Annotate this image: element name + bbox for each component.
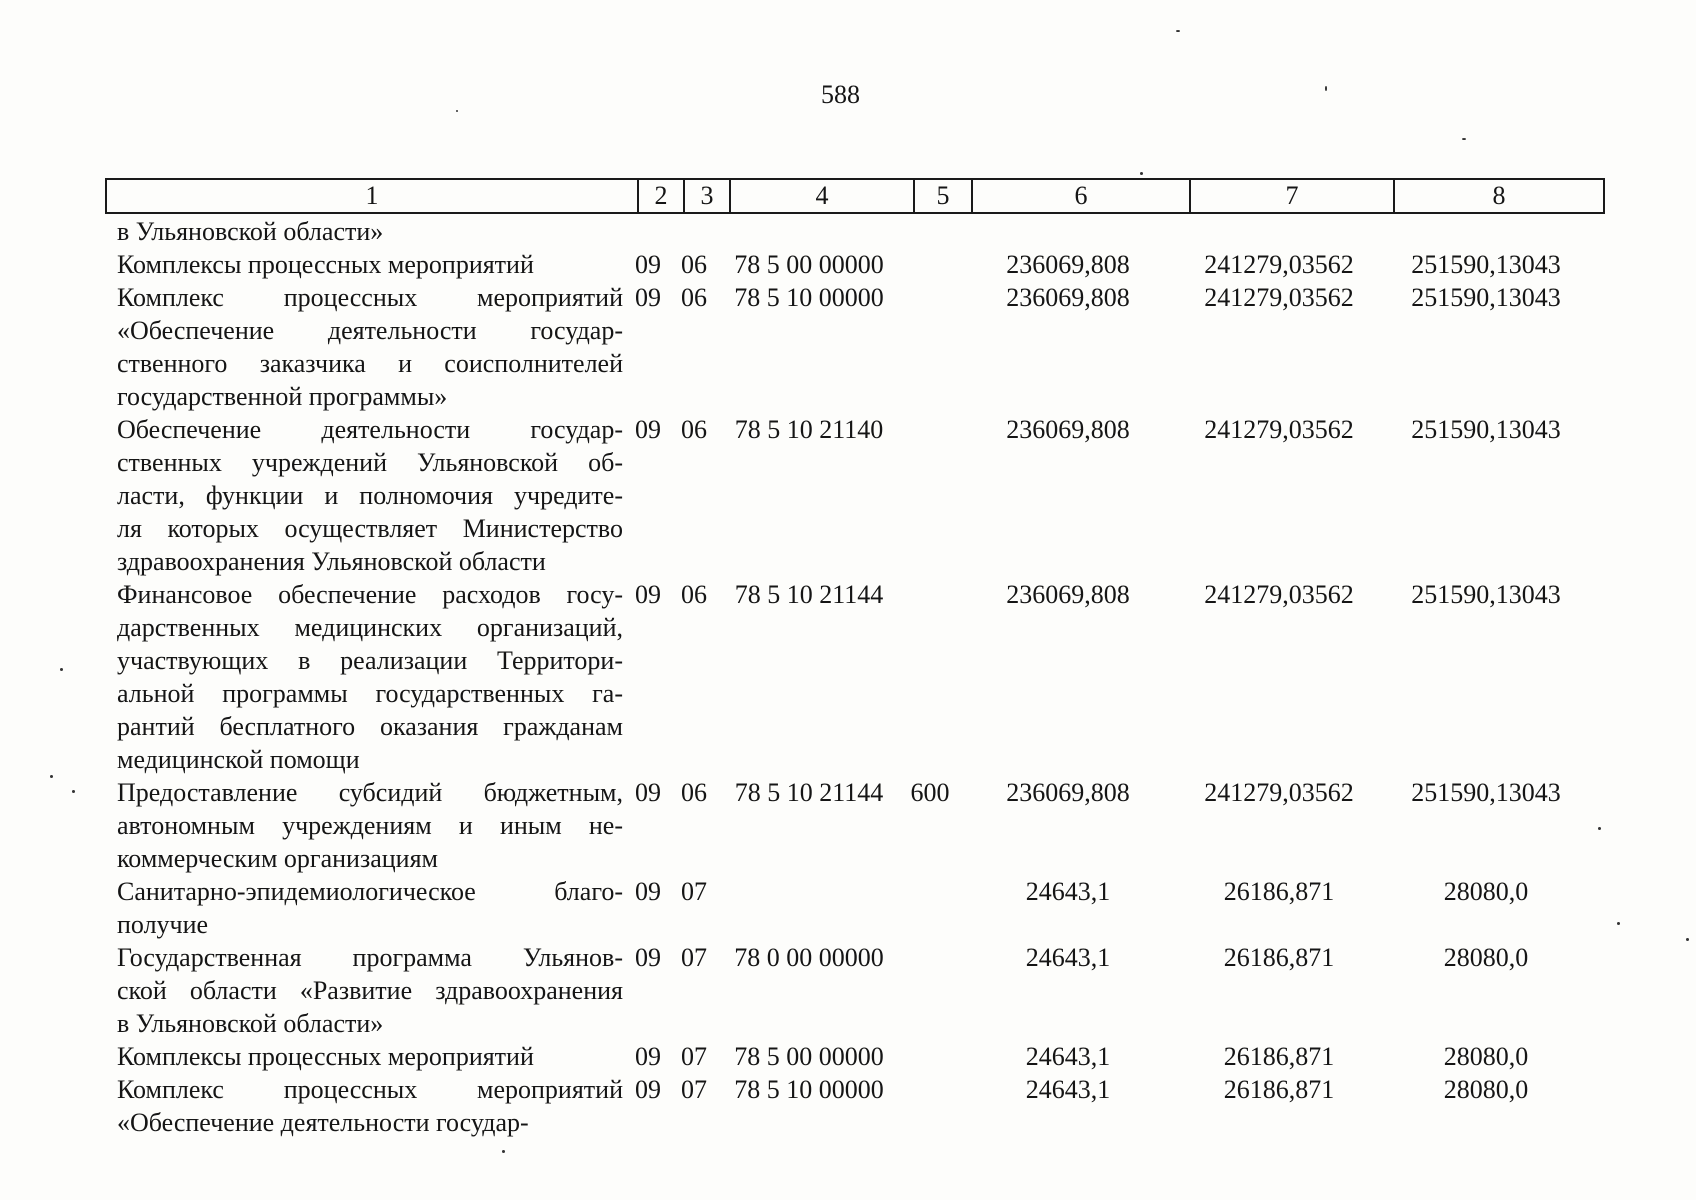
table-header: [105, 178, 1605, 214]
scan-speck: [60, 668, 63, 671]
row-name: [105, 281, 625, 413]
row-name-line: Комплексы процессных мероприятий: [117, 1042, 534, 1071]
row-amount-year-3: 28080,0: [1443, 877, 1529, 906]
row-name-line: Финансовое обеспечение расходов госу-: [117, 580, 623, 609]
row-amount-year-1: 24643,1: [1025, 1042, 1111, 1071]
row-amount-year-3: 251590,13043: [1411, 283, 1561, 312]
row-name: [105, 776, 625, 875]
row-amount-year-3: 251590,13043: [1411, 415, 1561, 444]
row-target-code: 78 0 00 00000: [734, 943, 884, 972]
row-target-code: 78 5 10 00000: [734, 283, 884, 312]
row-amount-year-3: 28080,0: [1443, 1042, 1529, 1071]
scan-speck: [1176, 30, 1180, 32]
row-section: 09: [635, 283, 661, 312]
scan-speck: [502, 1150, 505, 1153]
row-name-line: получие: [117, 910, 209, 939]
row-amount-year-2: 241279,03562: [1204, 283, 1354, 312]
row-name-line: ласти, функции и полномочия учредите-: [117, 481, 623, 510]
row-name-line: Санитарно-эпидемиологическое благо-: [117, 877, 623, 906]
row-section: 09: [635, 778, 661, 807]
row-name-line: Обеспечение деятельности государ-: [117, 415, 623, 444]
row-amount-year-1: 236069,808: [1006, 778, 1130, 807]
table-body: [105, 215, 1605, 1139]
table-row: [105, 1040, 1605, 1073]
row-subsection: 07: [681, 943, 707, 972]
row-name-line: «Обеспечение деятельности государ-: [117, 1108, 529, 1137]
row-section: 09: [635, 1042, 661, 1071]
row-amount-year-2: 241279,03562: [1204, 580, 1354, 609]
row-expense-type: [901, 941, 959, 1040]
row-name-line: Предоставление субсидий бюджетным,: [117, 778, 623, 807]
row-target-code: [717, 875, 901, 941]
row-name: [105, 875, 625, 941]
row-name: [105, 215, 625, 248]
row-subsection: 06: [681, 283, 707, 312]
row-amount-year-1: 236069,808: [1006, 250, 1130, 279]
row-expense-type: [901, 281, 959, 413]
scan-speck: [50, 775, 53, 778]
row-subsection: 07: [681, 1042, 707, 1071]
row-amount-year-1: 24643,1: [1025, 877, 1111, 906]
header-col-1: 1: [106, 179, 638, 213]
scan-speck: [1598, 827, 1601, 830]
row-amount-year-3: 251590,13043: [1411, 778, 1561, 807]
row-name-line: Комплекс процессных мероприятий: [117, 283, 623, 312]
row-name-line: альной программы государственных га-: [117, 679, 623, 708]
header-col-2: 2: [638, 179, 684, 213]
row-name-line: ля которых осуществляет Министерство: [117, 514, 623, 543]
row-name-line: автономным учреждениям и иным не-: [117, 811, 623, 840]
scan-speck: [456, 110, 458, 112]
row-name-line: ской области «Развитие здравоохранения: [117, 976, 623, 1005]
row-amount-year-1: 24643,1: [1025, 943, 1111, 972]
row-amount-year-1: 236069,808: [1006, 283, 1130, 312]
row-section: 09: [635, 1075, 661, 1104]
scan-speck: [1686, 938, 1689, 941]
row-amount-year-2: 26186,871: [1223, 877, 1335, 906]
row-section: 09: [635, 877, 661, 906]
row-expense-type: [901, 413, 959, 578]
row-subsection: [671, 215, 717, 248]
row-name-line: коммерческим организациям: [117, 844, 439, 873]
row-expense-type: [901, 578, 959, 776]
row-name: [105, 1040, 625, 1073]
row-name-line: дарственных медицинских организаций,: [117, 613, 623, 642]
page-number: [0, 80, 1696, 110]
row-target-code: 78 5 10 21140: [734, 415, 884, 444]
header-col-5: 5: [914, 179, 972, 213]
row-subsection: 07: [681, 1075, 707, 1104]
row-expense-type: [901, 875, 959, 941]
header-col-6: 6: [972, 179, 1190, 213]
table-row: [105, 941, 1605, 1040]
row-name-line: рантий бесплатного оказания гражданам: [117, 712, 623, 741]
table-row: [105, 875, 1605, 941]
scan-speck: [1462, 138, 1466, 140]
row-name-line: медицинской помощи: [117, 745, 360, 774]
row-name-line: участвующих в реализации Территори-: [117, 646, 623, 675]
row-name: [105, 578, 625, 776]
table-row: [105, 413, 1605, 578]
table-row: [105, 248, 1605, 281]
row-amount-year-2: 241279,03562: [1204, 250, 1354, 279]
row-amount-year-3: 251590,13043: [1411, 580, 1561, 609]
row-subsection: 07: [681, 877, 707, 906]
row-expense-type: [901, 1040, 959, 1073]
header-row: [106, 179, 1604, 213]
row-amount-year-3: [1381, 215, 1591, 248]
row-amount-year-1: 236069,808: [1006, 580, 1130, 609]
row-target-code: 78 5 10 21144: [734, 778, 884, 807]
row-target-code: 78 5 00 00000: [734, 1042, 884, 1071]
row-name: [105, 941, 625, 1040]
row-subsection: 06: [681, 415, 707, 444]
row-amount-year-2: 26186,871: [1223, 1075, 1335, 1104]
row-amount-year-1: [959, 215, 1177, 248]
row-subsection: 06: [681, 580, 707, 609]
scan-speck: [72, 790, 75, 793]
row-amount-year-1: 236069,808: [1006, 415, 1130, 444]
table-row: [105, 1073, 1605, 1139]
row-expense-type: [901, 248, 959, 281]
row-expense-type: 600: [910, 778, 950, 807]
row-subsection: 06: [681, 250, 707, 279]
row-amount-year-3: 28080,0: [1443, 1075, 1529, 1104]
row-name-line: здравоохранения Ульяновской области: [117, 547, 546, 576]
row-subsection: 06: [681, 778, 707, 807]
row-amount-year-2: 26186,871: [1223, 943, 1335, 972]
row-amount-year-2: 241279,03562: [1204, 415, 1354, 444]
header-col-4: 4: [730, 179, 914, 213]
row-target-code: 78 5 10 21144: [734, 580, 884, 609]
row-amount-year-3: 28080,0: [1443, 943, 1529, 972]
row-name-line: «Обеспечение деятельности государ-: [117, 316, 623, 345]
table-row: [105, 281, 1605, 413]
header-col-7: 7: [1190, 179, 1394, 213]
row-amount-year-2: [1177, 215, 1381, 248]
row-name-line: в Ульяновской области»: [117, 1009, 384, 1038]
row-name-line: ственного заказчика и соисполнителей: [117, 349, 623, 378]
row-name-line: в Ульяновской области»: [117, 217, 384, 246]
scan-speck: [1140, 172, 1143, 175]
row-name: [105, 1073, 625, 1139]
header-col-3: 3: [684, 179, 730, 213]
row-target-code: [717, 215, 901, 248]
row-expense-type: [901, 215, 959, 248]
row-name-line: Комплексы процессных мероприятий: [117, 250, 534, 279]
row-name-line: ственных учреждений Ульяновской об-: [117, 448, 623, 477]
page-number-text: 588: [821, 80, 860, 109]
row-section: 09: [635, 943, 661, 972]
table-row: [105, 215, 1605, 248]
row-name: [105, 413, 625, 578]
row-section: [625, 215, 671, 248]
scan-speck: [1325, 86, 1327, 91]
row-section: 09: [635, 580, 661, 609]
row-expense-type: [901, 1073, 959, 1139]
row-name: [105, 248, 625, 281]
row-amount-year-2: 26186,871: [1223, 1042, 1335, 1071]
header-col-8: 8: [1394, 179, 1604, 213]
row-section: 09: [635, 250, 661, 279]
row-amount-year-2: 241279,03562: [1204, 778, 1354, 807]
row-section: 09: [635, 415, 661, 444]
row-name-line: государственной программы»: [117, 382, 448, 411]
row-target-code: 78 5 10 00000: [734, 1075, 884, 1104]
row-amount-year-1: 24643,1: [1025, 1075, 1111, 1104]
scan-speck: [1617, 922, 1620, 925]
row-target-code: 78 5 00 00000: [734, 250, 884, 279]
row-amount-year-3: 251590,13043: [1411, 250, 1561, 279]
table-row: [105, 578, 1605, 776]
row-name-line: Государственная программа Ульянов-: [117, 943, 623, 972]
row-name-line: Комплекс процессных мероприятий: [117, 1075, 623, 1104]
table-row: [105, 776, 1605, 875]
